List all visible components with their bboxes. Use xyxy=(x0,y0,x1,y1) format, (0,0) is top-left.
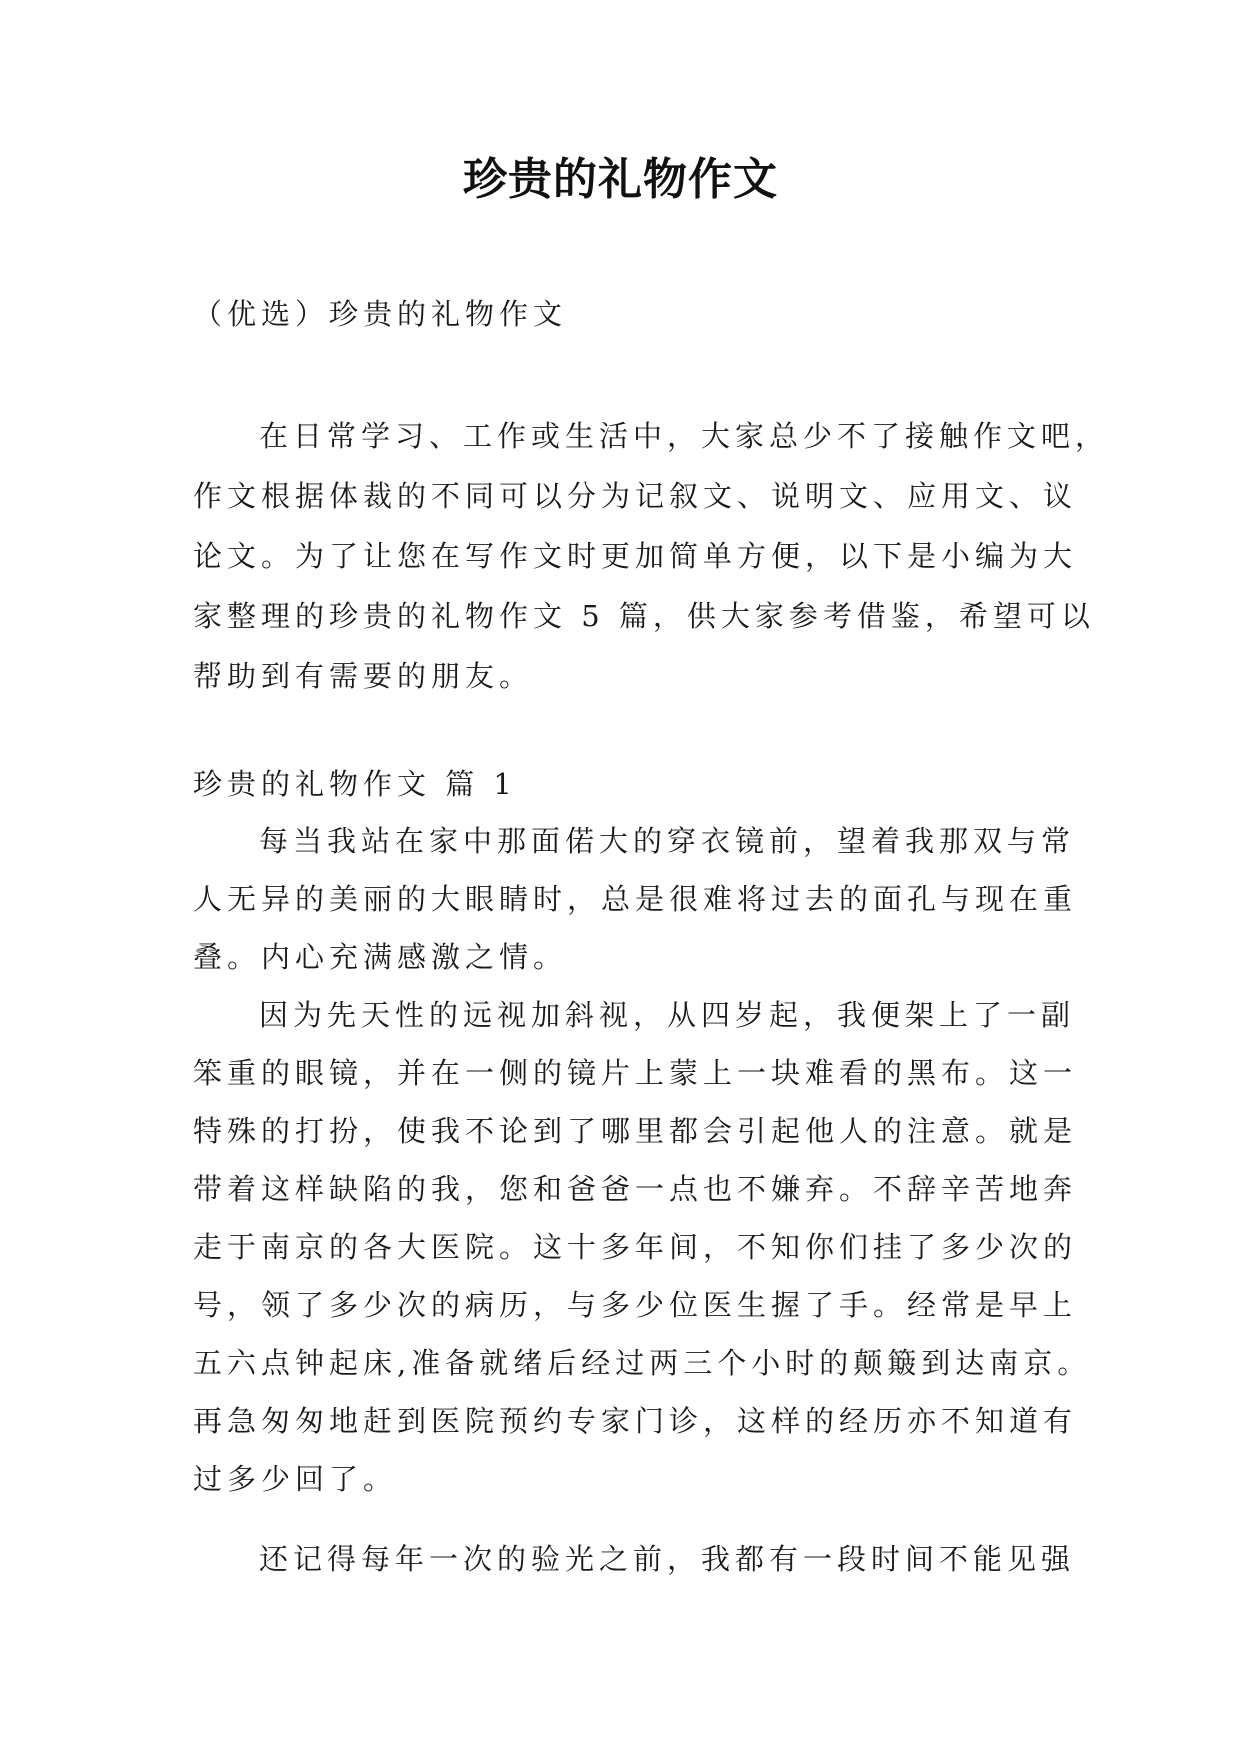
paragraph-line: 特殊的打扮，使我不论到了哪里都会引起他人的注意。就是 xyxy=(193,1114,1078,1148)
document-subtitle: （优选）珍贵的礼物作文 xyxy=(193,297,568,331)
paragraph-line: 带着这样缺陷的我，您和爸爸一点也不嫌弃。不辞辛苦地奔 xyxy=(193,1172,1078,1206)
intro-line: 在日常学习、工作或生活中，大家总少不了接触作文吧， xyxy=(259,419,1110,453)
intro-line: 作文根据体裁的不同可以分为记叙文、说明文、应用文、议 xyxy=(193,479,1078,513)
paragraph-line: 人无异的美丽的大眼睛时，总是很难将过去的面孔与现在重 xyxy=(193,882,1078,916)
body-paragraph-2 xyxy=(193,986,1092,1508)
intro-line: 家整理的珍贵的礼物作文 5 篇，供大家参考借鉴，希望可以 xyxy=(193,599,1095,633)
paragraph-line: 因为先天性的远视加斜视，从四岁起，我便架上了一副 xyxy=(259,998,1076,1032)
paragraph-line: 号，领了多少次的病历，与多少位医生握了手。经常是早上 xyxy=(193,1288,1078,1322)
body-paragraph-1 xyxy=(193,812,1078,986)
paragraph-line: 笨重的眼镜，并在一侧的镜片上蒙上一块难看的黑布。这一 xyxy=(193,1056,1078,1090)
paragraph-line: 过多少回了。 xyxy=(193,1462,398,1496)
document-title: 珍贵的礼物作文 xyxy=(463,154,778,205)
paragraph-line: 每当我站在家中那面偌大的穿衣镜前，望着我那双与常 xyxy=(259,824,1076,858)
intro-line: 帮助到有需要的朋友。 xyxy=(193,659,534,693)
section-heading: 珍贵的礼物作文 篇 1 xyxy=(193,767,517,801)
paragraph-line: 五六点钟起床,准备就绪后经过两三个小时的颠簸到达南京。 xyxy=(193,1346,1092,1380)
paragraph-line: 走于南京的各大医院。这十多年间，不知你们挂了多少次的 xyxy=(193,1230,1078,1264)
paragraph-line: 叠。内心充满感激之情。 xyxy=(193,940,568,974)
intro-line: 论文。为了让您在写作文时更加简单方便，以下是小编为大 xyxy=(193,539,1078,573)
paragraph-line: 再急匆匆地赶到医院预约专家门诊，这样的经历亦不知道有 xyxy=(193,1404,1078,1438)
paragraph-line: 还记得每年一次的验光之前，我都有一段时间不能见强 xyxy=(259,1542,1076,1576)
intro-paragraph xyxy=(193,406,1110,706)
body-paragraph-3 xyxy=(193,1530,1076,1588)
